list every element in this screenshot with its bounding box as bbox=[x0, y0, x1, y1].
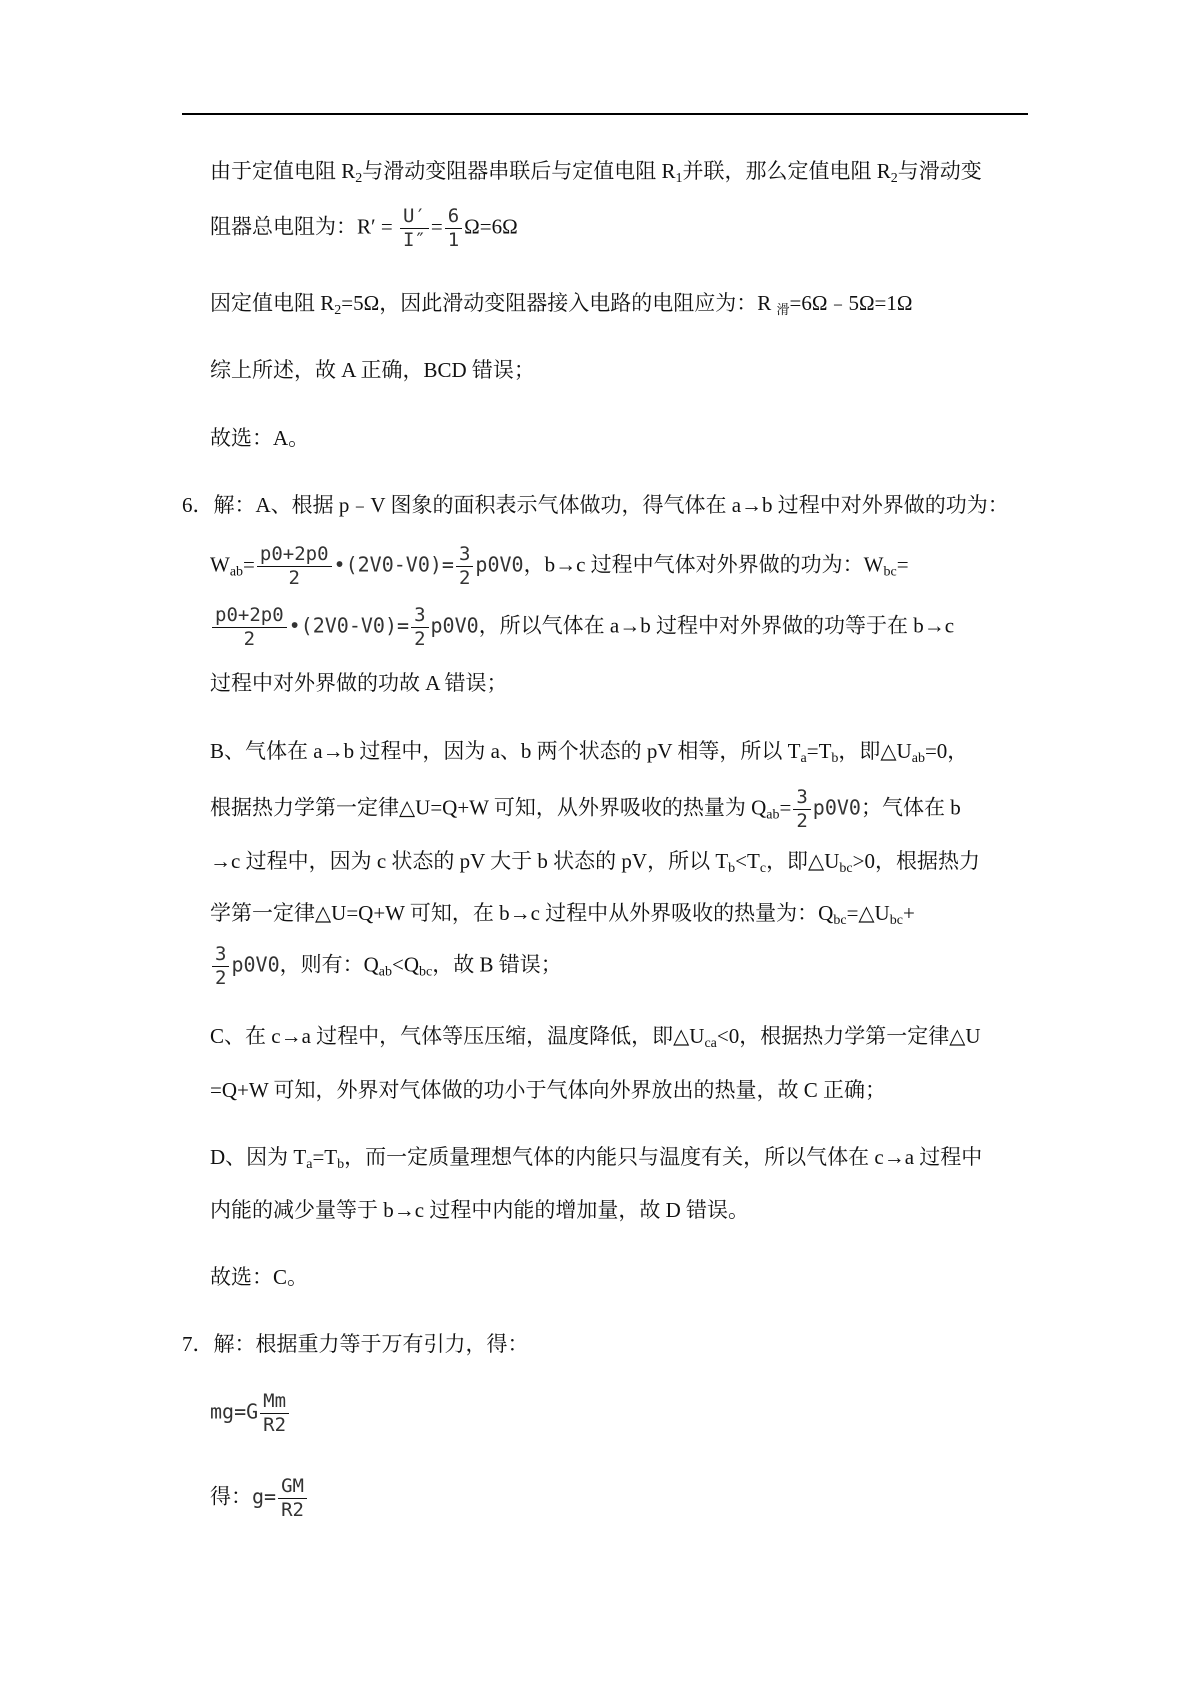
text: =5Ω，因此滑动变阻器接入电路的电阻应为：R bbox=[341, 291, 777, 315]
denominator: 2 bbox=[458, 567, 471, 589]
text-line-16: =Q+W 可知，外界对气体做的功小于气体向外界放出的热量，故 C 正确； bbox=[210, 1078, 887, 1102]
numerator: GM bbox=[278, 1477, 307, 1499]
text: 由于定值电阻 R bbox=[210, 159, 356, 183]
denominator: R2 bbox=[263, 1414, 287, 1436]
text: ，则有：Q bbox=[279, 952, 379, 977]
text: 并联，那么定值电阻 R bbox=[682, 159, 891, 183]
text-line-15 bbox=[210, 1021, 981, 1051]
text: B、气体在 a→b 过程中，因为 a、b 两个状态的 pV 相等，所以 T bbox=[210, 739, 801, 763]
numerator: U′ bbox=[400, 207, 429, 229]
denominator: 2 bbox=[288, 567, 300, 589]
subscript: 2 bbox=[890, 171, 898, 186]
subscript: ca bbox=[704, 1036, 717, 1051]
subscript: 2 bbox=[334, 303, 342, 318]
formula-fraction bbox=[260, 1392, 289, 1435]
numerator: p0+2p0 bbox=[212, 606, 287, 628]
subscript: b bbox=[728, 861, 736, 876]
subscript: bc bbox=[839, 861, 853, 876]
text: D、因为 T bbox=[210, 1145, 307, 1169]
denominator: 2 bbox=[215, 967, 227, 989]
text: ；气体在 b bbox=[860, 795, 961, 820]
text: →c 过程中，因为 c 状态的 pV 大于 b 状态的 pV，所以 T bbox=[210, 849, 729, 873]
text-line-14 bbox=[210, 945, 562, 988]
subscript: 1 bbox=[675, 171, 683, 186]
formula-fraction bbox=[411, 606, 428, 649]
formula-fraction bbox=[212, 606, 287, 649]
subscript: bc bbox=[883, 564, 897, 580]
text: Ω=6Ω bbox=[464, 214, 518, 239]
formula-text: p0V0 bbox=[475, 552, 524, 577]
text-line-19: 故选：C。 bbox=[210, 1265, 309, 1289]
numerator: 3 bbox=[212, 945, 229, 967]
numerator: 3 bbox=[411, 606, 428, 628]
subscript: bc bbox=[889, 913, 903, 928]
formula-fraction bbox=[278, 1477, 307, 1520]
text: ，故 B 错误； bbox=[432, 952, 562, 977]
denominator: 2 bbox=[796, 810, 808, 832]
formula-text: p0V0 bbox=[812, 795, 861, 820]
text: 得： bbox=[210, 1484, 252, 1509]
text: 学第一定律△U=Q+W 可知，在 b→c 过程中从外界吸收的热量为：Q bbox=[210, 901, 834, 925]
text: <Q bbox=[392, 952, 420, 977]
denominator: 1 bbox=[447, 229, 460, 251]
text: 与滑动变阻器串联后与定值电阻 R bbox=[362, 159, 676, 183]
subscript: b bbox=[831, 751, 839, 766]
text: 与滑动变 bbox=[897, 159, 982, 183]
text-line-20: 7．解：根据重力等于万有引力，得： bbox=[182, 1332, 529, 1356]
text: + bbox=[902, 901, 915, 925]
subscript: 2 bbox=[355, 171, 363, 186]
denominator: R2 bbox=[281, 1499, 304, 1521]
text-line-7 bbox=[210, 545, 909, 588]
text: <T bbox=[735, 849, 760, 873]
text: ，即△U bbox=[838, 739, 912, 763]
text: W bbox=[210, 552, 230, 577]
text: =△U bbox=[846, 901, 890, 925]
formula-fraction bbox=[212, 945, 229, 988]
text: =6Ω﹣5Ω=1Ω bbox=[789, 291, 913, 315]
formula-fraction bbox=[257, 545, 332, 588]
formula-line-21 bbox=[210, 1392, 291, 1435]
text: <0，根据热力学第一定律△U bbox=[716, 1024, 981, 1048]
text: =T bbox=[806, 739, 832, 763]
numerator: 6 bbox=[445, 207, 462, 229]
formula-fraction bbox=[445, 207, 462, 250]
formula-text: p0V0 bbox=[231, 952, 280, 977]
formula-fraction bbox=[456, 545, 473, 588]
text-line-12 bbox=[210, 846, 980, 876]
text-line-2 bbox=[210, 207, 518, 250]
formula-text: g= bbox=[252, 1484, 277, 1509]
text: =0， bbox=[924, 739, 969, 763]
numerator: 3 bbox=[793, 788, 810, 810]
text-line-6: 6．解：A、根据 p﹣V 图象的面积表示气体做功，得气体在 a→b 过程中对外界做的功为： bbox=[182, 493, 1009, 517]
text: ，b→c 过程中气体对外界做的功为：W bbox=[523, 552, 884, 577]
text: C、在 c→a 过程中，气体等压压缩，温度降低，即△U bbox=[210, 1024, 705, 1048]
text-line-17 bbox=[210, 1142, 982, 1172]
text-line-9: 过程中对外界做的功故 A 错误； bbox=[210, 671, 508, 695]
text-line-1 bbox=[210, 156, 982, 186]
formula-fraction bbox=[793, 788, 810, 831]
text: = bbox=[430, 214, 443, 239]
text: 根据热力学第一定律△U=Q+W 可知，从外界吸收的热量为 Q bbox=[210, 795, 767, 820]
formula-line-22 bbox=[210, 1477, 309, 1520]
subscript: b bbox=[337, 1157, 345, 1172]
header-rule bbox=[182, 113, 1028, 115]
text-line-10 bbox=[210, 736, 968, 766]
numerator: p0+2p0 bbox=[257, 545, 332, 567]
text-line-8 bbox=[210, 606, 954, 649]
subscript: a bbox=[800, 751, 807, 766]
text-line-11 bbox=[210, 788, 961, 831]
subscript: c bbox=[759, 861, 767, 876]
text: ，即△U bbox=[766, 849, 840, 873]
numerator: 3 bbox=[456, 545, 473, 567]
formula-text: p0V0 bbox=[430, 613, 479, 638]
formula-text: mg=G bbox=[210, 1399, 259, 1424]
formula-text: •(2V0-V0)= bbox=[333, 552, 454, 577]
text: ，而一定质量理想气体的内能只与温度有关，所以气体在 c→a 过程中 bbox=[344, 1145, 983, 1169]
text: = bbox=[779, 795, 792, 820]
text: 因定值电阻 R bbox=[210, 291, 335, 315]
subscript: ab bbox=[229, 564, 244, 580]
subscript: bc bbox=[419, 964, 433, 980]
text-line-5: 故选：A。 bbox=[210, 426, 310, 450]
subscript: ab bbox=[911, 751, 925, 766]
subscript: bc bbox=[833, 913, 847, 928]
denominator: 2 bbox=[243, 628, 256, 650]
text-line-4: 综上所述，故 A 正确，BCD 错误； bbox=[210, 358, 535, 382]
text-line-3 bbox=[210, 288, 913, 318]
formula-text: •(2V0-V0)= bbox=[288, 613, 410, 638]
numerator: Mm bbox=[260, 1392, 289, 1414]
subscript: a bbox=[306, 1157, 313, 1172]
text: = bbox=[243, 552, 255, 577]
denominator: 2 bbox=[414, 628, 426, 650]
text: = bbox=[896, 552, 909, 577]
formula-fraction bbox=[400, 207, 429, 250]
subscript: ab bbox=[766, 807, 780, 823]
text: 阻器总电阻为：R′ = bbox=[210, 214, 393, 239]
text: ，所以气体在 a→b 过程中对外界做的功等于在 b→c bbox=[478, 613, 955, 638]
text-line-18: 内能的减少量等于 b→c 过程中内能的增加量，故 D 错误。 bbox=[210, 1198, 749, 1222]
subscript: 滑 bbox=[776, 302, 790, 317]
text: >0，根据热力 bbox=[852, 849, 980, 873]
text: =T bbox=[312, 1145, 338, 1169]
denominator: I″ bbox=[402, 229, 426, 251]
text-line-13 bbox=[210, 898, 915, 928]
subscript: ab bbox=[378, 964, 393, 980]
